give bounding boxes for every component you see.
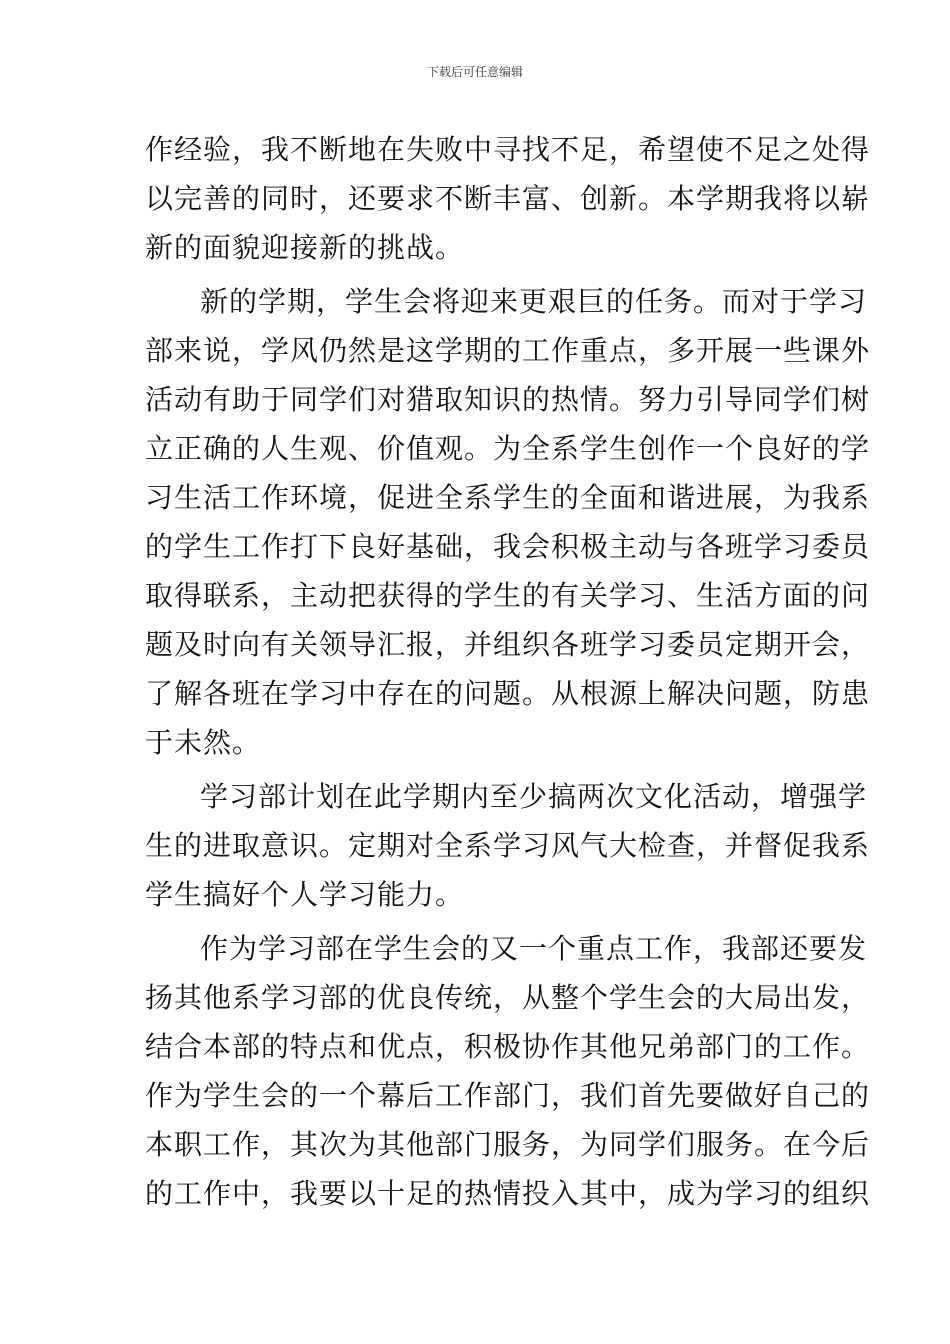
paragraph-first-line: 学习部计划在此学期内至少搞两次文化活动，增强学 bbox=[200, 780, 868, 813]
text-line: 习生活工作环境，促进全系学生的全面和谐进展，为我系 bbox=[145, 481, 871, 514]
text-line: 的工作中，我要以十足的热情投入其中，成为学习的组织 bbox=[145, 1177, 871, 1210]
text-line: 立正确的人生观、价值观。为全系学生创作一个良好的学 bbox=[145, 432, 871, 465]
text-line: 结合本部的特点和优点，积极协作其他兄弟部门的工作。 bbox=[145, 1030, 871, 1063]
text-line: 的学生工作打下良好基础，我会积极主动与各班学习委员 bbox=[145, 530, 871, 563]
paragraph-first-line: 作为学习部在学生会的又一个重点工作，我部还要发 bbox=[200, 932, 868, 965]
text-line: 新的面貌迎接新的挑战。 bbox=[145, 231, 465, 264]
text-line: 活动有助于同学们对猎取知识的热情。努力引导同学们树 bbox=[145, 383, 871, 416]
text-line: 本职工作，其次为其他部门服务，为同学们服务。在今后 bbox=[145, 1128, 871, 1161]
text-line: 作经验，我不断地在失败中寻找不足，希望使不足之处得 bbox=[145, 133, 871, 166]
text-line: 了解各班在学习中存在的问题。从根源上解决问题，防患 bbox=[145, 677, 871, 710]
text-line: 取得联系，主动把获得的学生的有关学习、生活方面的问 bbox=[145, 579, 871, 612]
text-line: 题及时向有关领导汇报，并组织各班学习委员定期开会， bbox=[145, 628, 871, 661]
page-header: 下载后可任意编辑 bbox=[426, 65, 523, 79]
text-line: 以完善的同时，还要求不断丰富、创新。本学期我将以崭 bbox=[145, 182, 871, 215]
text-line: 部来说，学风仍然是这学期的工作重点，多开展一些课外 bbox=[145, 334, 871, 367]
text-line: 于未然。 bbox=[145, 726, 262, 759]
text-line: 作为学生会的一个幕后工作部门，我们首先要做好自己的 bbox=[145, 1079, 871, 1112]
paragraph-first-line: 新的学期，学生会将迎来更艰巨的任务。而对于学习 bbox=[200, 285, 868, 318]
text-line: 学生搞好个人学习能力。 bbox=[145, 878, 465, 911]
text-line: 生的进取意识。定期对全系学习风气大检查，并督促我系 bbox=[145, 829, 871, 862]
text-line: 扬其他系学习部的优良传统，从整个学生会的大局出发， bbox=[145, 981, 871, 1014]
